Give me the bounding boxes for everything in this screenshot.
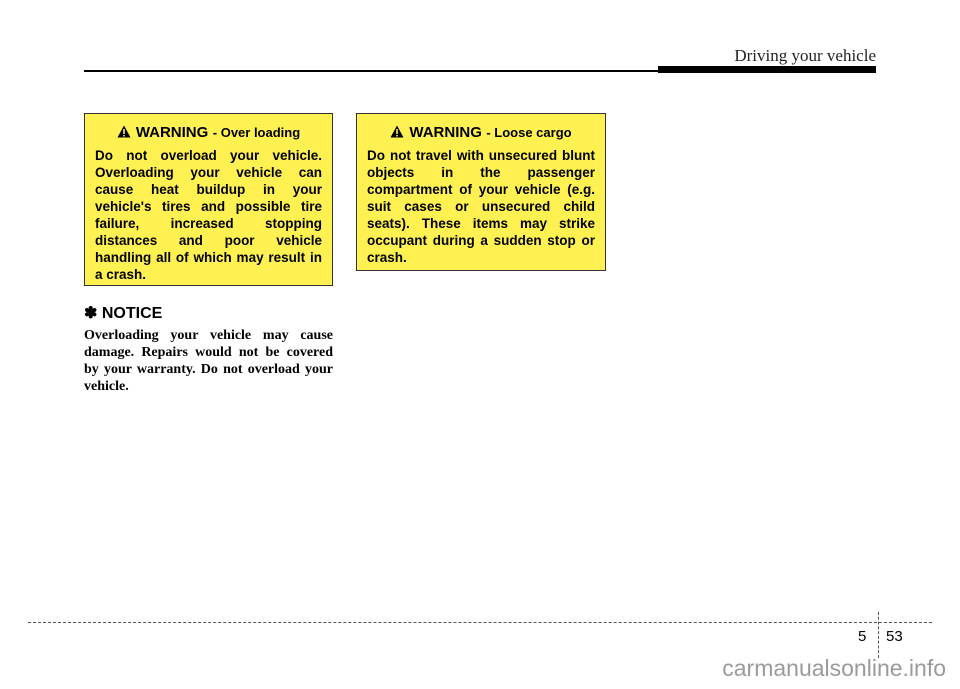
section-number: 5 xyxy=(858,628,867,645)
warning-body: Do not travel with unsecured blunt objects in the passenger compartment of your vehicle (e.g. suit cases or unsecured child seats). These items may strike occupant during a sudden stop or crash. xyxy=(367,148,595,265)
warning-triangle-icon xyxy=(117,125,131,143)
warning-box-loose-cargo xyxy=(356,113,606,271)
warning-word: WARNING xyxy=(409,124,482,141)
page-number: 53 xyxy=(886,628,903,645)
warning-heading xyxy=(95,124,322,143)
warning-triangle-icon xyxy=(390,125,404,143)
notice-text: Overloading your vehicle may cause damage. Repairs would not be covered by your warranty. Do not overload your vehicle. xyxy=(84,328,333,394)
footer-rule xyxy=(28,622,932,623)
warning-subtitle: - Loose cargo xyxy=(486,125,572,140)
warning-subtitle: - Over loading xyxy=(212,125,301,140)
page-header-title: Driving your vehicle xyxy=(734,46,876,65)
notice-title: ✽ NOTICE xyxy=(84,305,163,322)
watermark: carmanualsonline.info xyxy=(722,655,946,681)
header-rule xyxy=(84,70,664,72)
warning-heading xyxy=(367,124,595,143)
warning-word: WARNING xyxy=(135,124,209,141)
footer-divider xyxy=(878,612,879,658)
warning-box-overloading xyxy=(84,113,333,286)
header-rule-accent xyxy=(658,66,876,73)
warning-body: Do not overload your vehicle. Overloading your vehicle can cause heat buildup in your vehicle's tires and possible tire failure, increased stopping distances and poor vehicle handling all of which may result in a crash. xyxy=(95,148,322,282)
